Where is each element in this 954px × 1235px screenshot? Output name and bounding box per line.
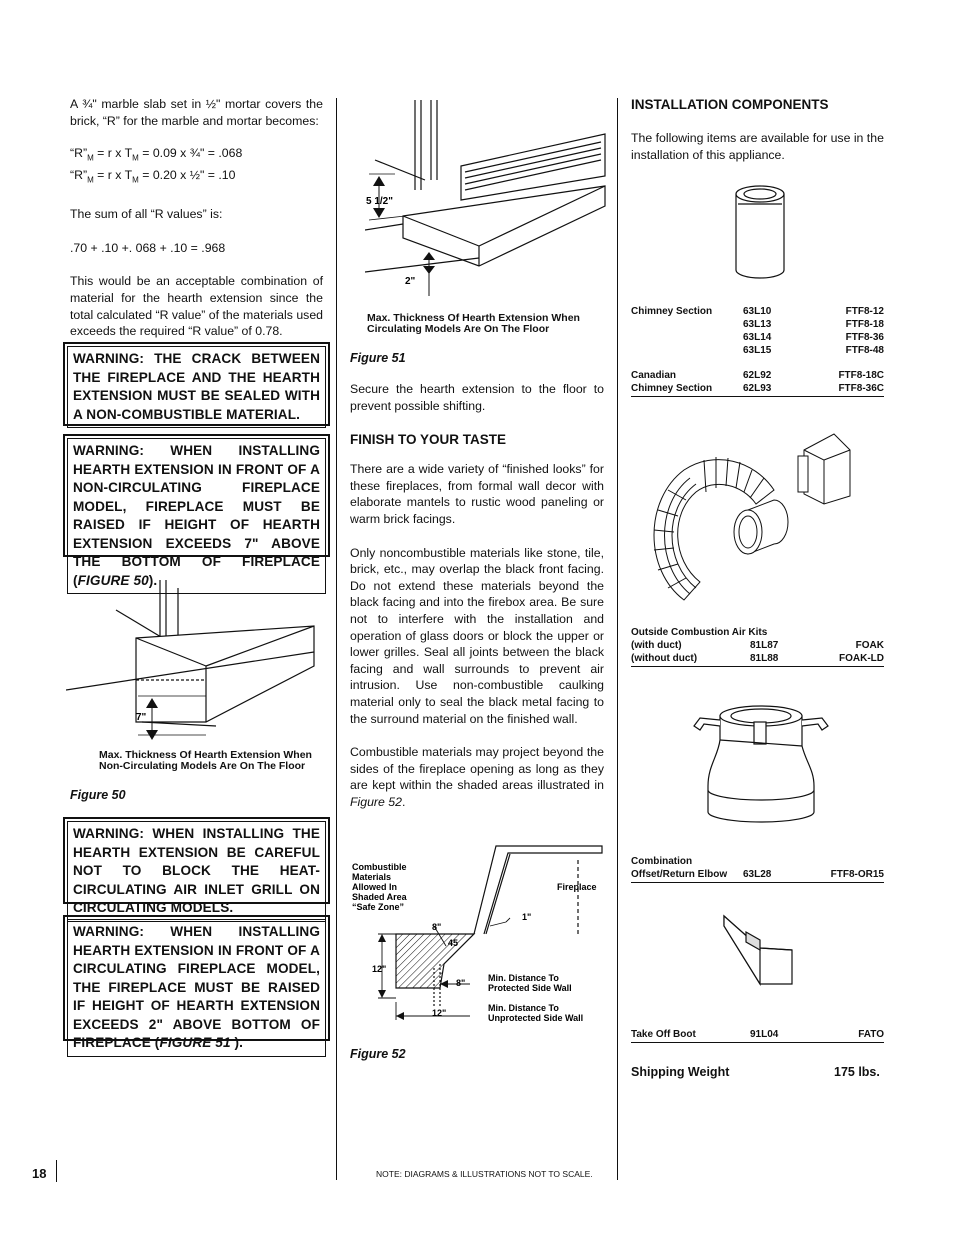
warning-box-heat-circulating (63, 817, 330, 915)
column-divider-2 (617, 98, 618, 1180)
acceptable-paragraph: This would be an acceptable combination of material for the hearth extension since the total calculated “R value” of the materials used exceeds the required “R value” of 0.78. (70, 274, 323, 339)
chimney-parts-table (631, 305, 884, 397)
parts-row: Outside Combustion Air Kits (631, 627, 768, 638)
equation-1: “$R”_M = r$ x $T_M = 0.09$ x ¾" = .068 (70, 146, 243, 163)
elbow-parts-table (631, 855, 884, 883)
marble-intro: A ¾" marble slab set in ½" mortar covers the brick, “R” for the marble and mortar becomes: (70, 97, 323, 128)
figure-51-dimension-2: 2" (405, 276, 416, 287)
page-number-divider (56, 1160, 57, 1182)
finish-paragraph-3: Combustible materials may project beyond the sides of the fireplace opening as long as they are kept within the shaded areas illustrated in Figure 52. (350, 745, 604, 809)
parts-row: 63L13 FTF8-18 (743, 319, 884, 330)
column-middle (350, 381, 604, 810)
shipping-weight-label: Shipping Weight (631, 1065, 730, 1079)
column-left (70, 96, 323, 340)
page-number: 18 (32, 1166, 47, 1181)
parts-row: Canadian 62L92 FTF8-18C (631, 370, 884, 381)
parts-row: 63L14 FTF8-36 (743, 332, 884, 343)
equation-2: “$R”_M = r$ x $T_M = 0.20$ x ½" = .10 (70, 168, 236, 185)
parts-row: Take Off Boot 91L04 FATO (631, 1029, 884, 1040)
warning-box-circulating (63, 915, 330, 1050)
finish-paragraph-2: Only noncombustible materials like stone, tile, brick, etc., may overlap the black front facing. Do not extend these materials beyond the black facing and into the firebox area. Be sure not to interfere with the installation and operation of glass doors or block the upper or lower grilles. Seal all joints between the black facing and wall surrounds to prevent air intrusion. Use non-combustible caulking material only to seal the black metal facing to the surround material on the finished wall. (350, 545, 604, 726)
air-kit-image (644, 430, 864, 610)
figure-52-diagram (350, 838, 610, 1038)
parts-row: 63L15 FTF8-48 (743, 345, 884, 356)
figure-51-label: Figure 51 (350, 351, 406, 365)
figure-52-combustible-line-4: Shaded Area (352, 892, 407, 902)
installation-components-intro: The following items are available for use in the installation of this appliance. (631, 131, 884, 162)
figure-52-unprotected-line-1: Min. Distance To (488, 1003, 559, 1013)
parts-row: Chimney Section 62L93 FTF8-36C (631, 383, 884, 394)
warning-box-crack (63, 342, 330, 426)
figure-52-45-label: 45 (448, 938, 459, 948)
figure-52-1in-label: 1" (522, 912, 532, 922)
chimney-section-image (730, 184, 790, 280)
figure-52-8in-top-label: 8" (432, 922, 442, 932)
warning-circulating-text: WARNING: WHEN INSTALLING HEARTH EXTENSION IN FRONT OF A CIRCULATING FIREPLACE MODEL, THE FIREPLACE MUST BE RAISED IF HEIGHT OF HEARTH EXTENSION EXCEEDS 2" ABOVE BOTTOM OF FIREPLACE (FIGURE 51 ). (67, 919, 326, 1057)
warning-box-non-circulating (63, 434, 330, 588)
offset-elbow-image (688, 696, 833, 826)
figure-51-caption: Max. Thickness Of Hearth Extension When Circulating Models Are On The Floor (367, 312, 580, 335)
figure-52-unprotected-line-2: Unprotected Side Wall (488, 1013, 584, 1023)
figure-50-diagram (66, 570, 336, 760)
warning-crack-text: WARNING: THE CRACK BETWEEN THE FIREPLACE AND THE HEARTH EXTENSION MUST BE SEALED WITH A NON-COMBUSTIBLE MATERIAL. (67, 346, 326, 428)
parts-row: Combination (631, 856, 693, 867)
figure-52-combustible-line-1: Combustible (352, 862, 407, 872)
air-kit-parts-table (631, 626, 884, 667)
sum-label: The sum of all “R values” is: (70, 207, 223, 222)
figure-51-dimension-5-5: 5 1/2" (366, 196, 393, 207)
finish-header: FINISH TO YOUR TASTE (350, 432, 507, 448)
figure-50-caption: Max. Thickness Of Hearth Extension When Non-Circulating Models Are On The Floor (99, 749, 312, 772)
figure-52-protected-line-1: Min. Distance To (488, 973, 559, 983)
secure-paragraph: Secure the hearth extension to the floor to prevent possible shifting. (350, 382, 604, 413)
warning-heat-circulating-text: WARNING: WHEN INSTALLING THE HEARTH EXTENSION BE CAREFUL NOT TO BLOCK THE HEAT-CIRCULATING AIR INLET GRILL ON CIRCULATING MODELS. (67, 821, 326, 922)
figure-52-fireplace-label: Fireplace (557, 882, 597, 892)
finish-paragraph-1: There are a wide variety of “finished looks” for these fireplaces, from formal wall decor with elaborate mantels to rustic wood paneling or warm brick facings. (350, 462, 604, 526)
figure-52-12in-left-label: 12" (372, 964, 387, 974)
figure-52-8in-mid-label: 8" (456, 978, 466, 988)
column-divider-1 (336, 98, 337, 1180)
shipping-weight-value: 175 lbs. (834, 1065, 880, 1079)
figure-50-label: Figure 50 (70, 788, 126, 802)
column-right (631, 97, 884, 163)
figure-52-combustible-line-2: Materials (352, 872, 392, 882)
parts-row: Offset/Return Elbow 63L28 FTF8-OR15 (631, 869, 884, 880)
figure-52-combustible-line-3: Allowed In (352, 882, 397, 892)
installation-components-header: INSTALLATION COMPONENTS (631, 97, 829, 112)
sum-equation: .70 + .10 +. 068 + .10 = .968 (70, 240, 226, 255)
figure-52-combustible-line-5: “Safe Zone” (352, 902, 405, 912)
parts-row: (without duct) 81L88 FOAK-LD (631, 653, 884, 664)
figure-52-protected-line-2: Protected Side Wall (488, 983, 572, 993)
figure-51-diagram (365, 100, 615, 310)
boot-parts-table (631, 1028, 884, 1043)
figure-52-label: Figure 52 (350, 1047, 406, 1061)
warning-non-circulating-text: WARNING: WHEN INSTALLING HEARTH EXTENSION IN FRONT OF A NON-CIRCULATING FIREPLACE MODEL, FIREPLACE MUST BE RAISED IF HEIGHT OF HEARTH EXTENSION EXCEEDS 7" ABOVE THE BOTTOM OF FIREPLACE (FIGURE 50). (67, 438, 326, 594)
figure-50-dimension: 7" (136, 712, 147, 723)
parts-row: Chimney Section 63L10 FTF8-12 (631, 306, 884, 317)
parts-row: (with duct) 81L87 FOAK (631, 640, 884, 651)
footer-note: NOTE: DIAGRAMS & ILLUSTRATIONS NOT TO SCALE. (376, 1169, 593, 1179)
shipping-weight-row (631, 1065, 884, 1079)
take-off-boot-image (720, 910, 795, 990)
figure-52-12in-bottom-label: 12" (432, 1008, 447, 1018)
